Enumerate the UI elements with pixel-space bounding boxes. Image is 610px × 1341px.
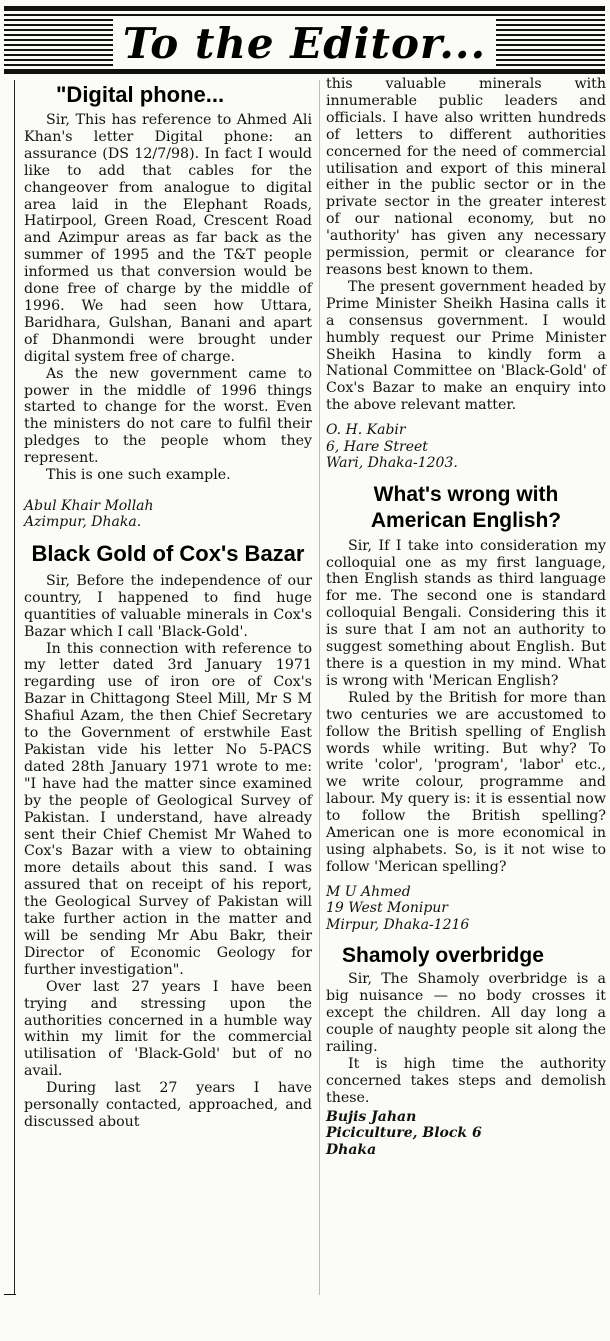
letter-paragraph: Sir, If I take into consideration my colloquial one as my first language, then English stands as third language for me. The second one is standard colloquial Bengali. Considering this it is sure that I am not an authority to suggest something about English. But there is a question in my mind. What is wrong with 'Merican English? [326, 537, 606, 689]
left-column [24, 76, 312, 1131]
letter-headline: Shamoly overbridge [342, 944, 544, 968]
letter-signature [326, 884, 606, 934]
letter-paragraph: Sir, This has reference to Ahmed Ali Khan's letter Digital phone: an assurance (DS 12/7/98). In fact I would like to add that cables for the changeover from analogue to digital area laid in the Elephant Roads, Hatirpool, Green Road, Crescent Road and Azimpur areas as far back as the summer of 1995 and the T&T people informed us that conversion would be done free of charge by the middle of 1996. We had seen how Uttara, Baridhara, Gulshan, Banani and apart of Dhanmondi were brought under digital system free of charge. [24, 112, 312, 365]
letter-headline: What's wrong with American English? [370, 482, 562, 532]
masthead-banner [4, 6, 605, 74]
letter-paragraph: Sir, Before the independence of our country, I happened to find huge quantities of valuable minerals in Cox's Bazar which I call 'Black-Gold'. [24, 572, 312, 640]
signature-address: Mirpur, Dhaka-1216 [326, 916, 470, 933]
letter-paragraph: Ruled by the British for more than two centuries we are accustomed to follow the British spelling of English words while writing. But why? To write 'color', 'program', 'labor' etc., we write colour, programme and labour. My query is: it is essential now to follow the British spelling? American one is more economical in using alphabets. So, is it not wise to follow 'Merican spelling? [326, 689, 606, 875]
masthead-title [4, 19, 605, 68]
letter-headline: "Digital phone... [56, 82, 225, 107]
letter-paragraph: In this connection with reference to my letter dated 3rd January 1971 regarding use of iron ore of Cox's Bazar in Chittagong Steel Mill, Mr S M Shafiul Azam, the then Chief Secretary to the Government of erstwhile East Pakistan vide his letter No 5-PACS dated 28th January 1971 wrote to me: "I have had the matter since examined by the people of Geological Survey of Pakistan. I understand, have already sent their Chief Chemist Mr Wahed to Cox's Bazar with a view to obtaining more details about this sand. I was assured that on receipt of his report, the Geological Survey of Pakistan will take further action in the matter and will be sending Mr Abu Bakr, their Director of Economic Geology for further investigation". [24, 640, 312, 978]
letter-paragraph: The present government headed by Prime Minister Sheikh Hasina calls it a consensus government. I would humbly request our Prime Minister Sheikh Hasina to kindly form a National Committee on 'Black-Gold' of Cox's Bazar to make an enquiry into the above relevant matter. [326, 278, 606, 414]
letter-black-gold-continued [326, 76, 606, 472]
left-column-rule [14, 80, 15, 1295]
letter-black-gold [24, 541, 312, 1131]
signature-address: Wari, Dhaka-1203. [326, 455, 458, 472]
letter-digital-phone [24, 82, 312, 531]
letter-signature [326, 422, 606, 472]
letter-headline: Black Gold of Cox's Bazar [31, 540, 305, 566]
masthead-title-text: To the Editor... [113, 19, 496, 68]
signature-address: Dhaka [326, 1141, 377, 1158]
bottom-rule-hook [4, 1294, 16, 1295]
column-divider [319, 80, 320, 1295]
signature-name: Abul Khair Mollah [24, 497, 154, 514]
signature-name: Bujis Jahan [326, 1108, 417, 1125]
letter-signature [24, 498, 312, 531]
letter-paragraph: As the new government came to power in the middle of 1996 things started to change for the worst. Even the ministers do not care to fulfil their pledges to the people whom they represent. [24, 365, 312, 467]
letter-paragraph: this valuable minerals with innumerable public leaders and officials. I have also written hundreds of letters to different authorities concerned for the need of commercial utilisation and export of this mineral either in the public sector or in the private sector in the greater interest of our national economy, but no 'authority' has given any necessary permission, permit or clearance for reasons best known to them. [326, 76, 606, 278]
signature-address: 6, Hare Street [326, 438, 428, 455]
letter-paragraph: This is one such example. [46, 467, 231, 484]
letter-paragraph: Sir, The Shamoly overbridge is a big nuisance — no body crosses it except the children. All day long a couple of naughty people sit along the railing. [326, 971, 606, 1055]
signature-address: Azimpur, Dhaka. [24, 514, 142, 531]
letter-paragraph: Over last 27 years I have been trying and stressing upon the authorities concerned in a humble way within my limit for the commercial utilisation of 'Black-Gold' but of no avail. [24, 978, 312, 1080]
signature-name: O. H. Kabir [326, 422, 406, 439]
signature-name: M U Ahmed [326, 883, 411, 900]
letter-shamoly-overbridge [326, 943, 606, 1158]
right-column [326, 76, 606, 1158]
signature-address: 19 West Monipur [326, 900, 448, 917]
signature-address: Piciculture, Block 6 [326, 1125, 482, 1141]
letter-paragraph: It is high time the authority concerned takes steps and demolish these. [326, 1055, 606, 1106]
letter-american-english [326, 482, 606, 934]
letter-paragraph: During last 27 years I have personally contacted, approached, and discussed about [24, 1080, 312, 1130]
letter-signature [326, 1109, 606, 1159]
